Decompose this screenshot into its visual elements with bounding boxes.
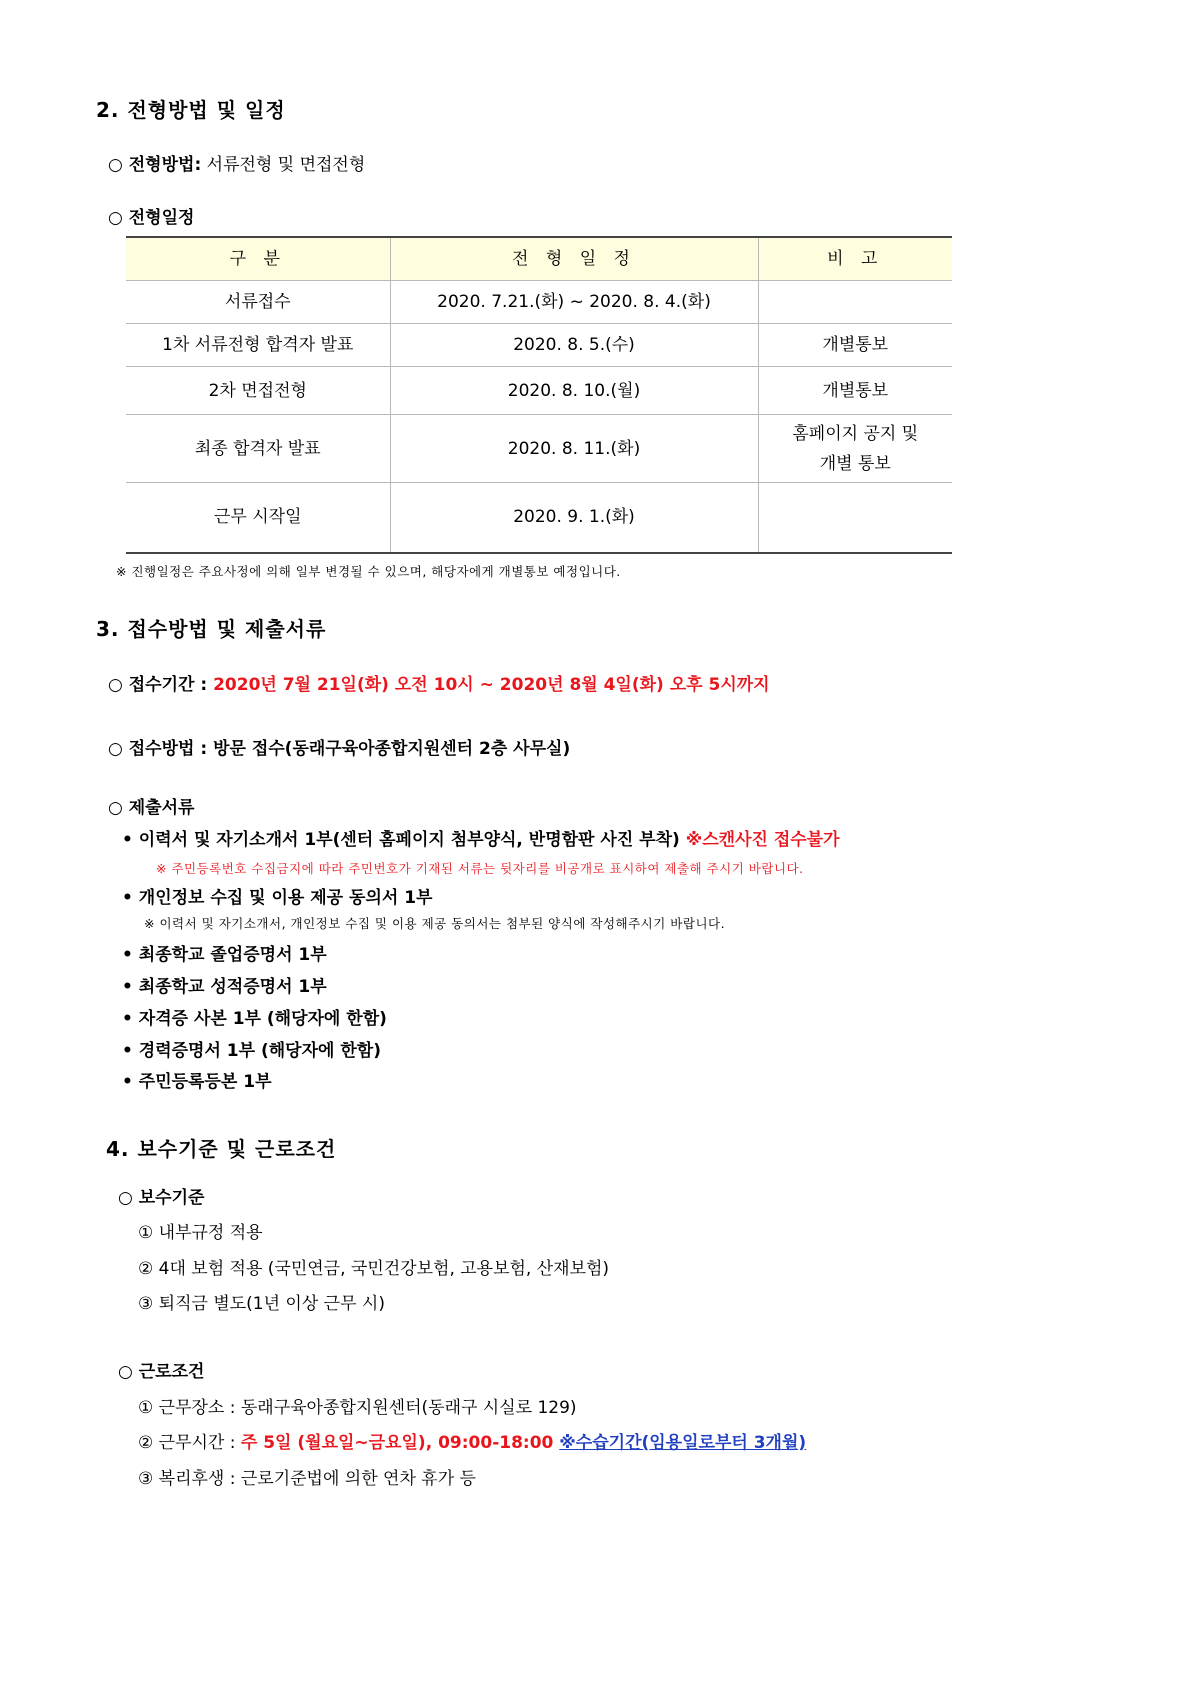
table-cell: 1차 서류전형 합격자 발표	[126, 324, 390, 367]
schedule-table	[126, 236, 952, 554]
documents-label: ○ 제출서류	[108, 798, 195, 818]
table-cell: 근무 시작일	[126, 483, 390, 553]
table-row	[126, 324, 952, 367]
work-hours-line	[138, 1428, 806, 1453]
application-period-line	[108, 670, 770, 695]
table-row	[126, 281, 952, 324]
schedule-label: ○ 전형일정	[108, 208, 195, 228]
document-item: • 최종학교 성적증명서 1부	[122, 977, 327, 997]
selection-method-label: ○ 전형방법:	[108, 155, 202, 175]
document-item: • 최종학교 졸업증명서 1부	[122, 945, 327, 965]
table-row	[126, 483, 952, 553]
table-header-row	[126, 237, 952, 281]
application-period-label: ○ 접수기간 :	[108, 675, 214, 695]
document-item: • 개인정보 수집 및 이용 제공 동의서 1부	[122, 888, 433, 908]
work-hours-label: ② 근무시간 :	[138, 1433, 241, 1453]
work-hours-value: 주 5일 (월요일~금요일), 09:00-18:00	[240, 1433, 560, 1453]
table-cell	[758, 281, 952, 324]
selection-method-value: 서류전형 및 면접전형	[201, 155, 366, 175]
table-cell: 개별통보	[758, 324, 952, 367]
table-cell: 2020. 8. 10.(월)	[390, 367, 758, 415]
probation-note: ※수습기간(임용일로부터 3개월)	[559, 1433, 807, 1453]
document-item: • 자격증 사본 1부 (해당자에 한함)	[122, 1009, 387, 1029]
schedule-note: ※ 진행일정은 주요사정에 의해 일부 변경될 수 있으며, 해당자에게 개별통보 예정입니다.	[116, 564, 621, 579]
table-cell: 2020. 7.21.(화) ~ 2020. 8. 4.(화)	[390, 281, 758, 324]
table-header-cell: 구 분	[126, 237, 390, 281]
scan-photo-warning: ※스캔사진 접수불가	[685, 830, 840, 850]
table-cell: 홈페이지 공지 및 개별 통보	[758, 415, 952, 483]
work-label: ○ 근로조건	[118, 1362, 205, 1382]
application-method: ○ 접수방법 : 방문 접수(동래구육아종합지원센터 2층 사무실)	[108, 739, 571, 759]
table-row	[126, 415, 952, 483]
document-item-text: • 이력서 및 자기소개서 1부(센터 홈페이지 첨부양식, 반명함판 사진 부착)	[122, 830, 686, 850]
table-cell: 2020. 8. 11.(화)	[390, 415, 758, 483]
pay-item: ③ 퇴직금 별도(1년 이상 근무 시)	[138, 1294, 385, 1314]
table-row	[126, 367, 952, 415]
document-item	[122, 825, 840, 850]
document-note: ※ 이력서 및 자기소개서, 개인정보 수집 및 이용 제공 동의서는 첨부된 양식에 작성해주시기 바랍니다.	[144, 916, 726, 931]
table-cell	[758, 483, 952, 553]
table-cell: 서류접수	[126, 281, 390, 324]
work-item: ③ 복리후생 : 근로기준법에 의한 연차 휴가 등	[138, 1469, 476, 1489]
table-cell: 2차 면접전형	[126, 367, 390, 415]
document-item: • 경력증명서 1부 (해당자에 한함)	[122, 1041, 381, 1061]
document-note-red: ※ 주민등록번호 수집금지에 따라 주민번호가 기재된 서류는 뒷자리를 비공개로 표시하여 제출해 주시기 바랍니다.	[156, 861, 804, 876]
selection-method-line	[108, 150, 365, 175]
table-cell: 2020. 9. 1.(화)	[390, 483, 758, 553]
pay-item: ② 4대 보험 적용 (국민연금, 국민건강보험, 고용보험, 산재보험)	[138, 1259, 610, 1279]
table-cell: 개별통보	[758, 367, 952, 415]
document-item: • 주민등록등본 1부	[122, 1072, 272, 1092]
application-period-value: 2020년 7월 21일(화) 오전 10시 ~ 2020년 8월 4일(화) 오후 5시까지	[213, 675, 770, 695]
pay-item: ① 내부규정 적용	[138, 1223, 263, 1243]
section-4-title: 4. 보수기준 및 근로조건	[106, 1137, 337, 1161]
work-item: ① 근무장소 : 동래구육아종합지원센터(동래구 시실로 129)	[138, 1398, 577, 1418]
section-3-title: 3. 접수방법 및 제출서류	[96, 617, 327, 641]
pay-label: ○ 보수기준	[118, 1188, 205, 1208]
table-cell: 2020. 8. 5.(수)	[390, 324, 758, 367]
table-header-cell: 비 고	[758, 237, 952, 281]
table-header-cell: 전 형 일 정	[390, 237, 758, 281]
table-cell: 최종 합격자 발표	[126, 415, 390, 483]
section-2-title: 2. 전형방법 및 일정	[96, 98, 286, 122]
